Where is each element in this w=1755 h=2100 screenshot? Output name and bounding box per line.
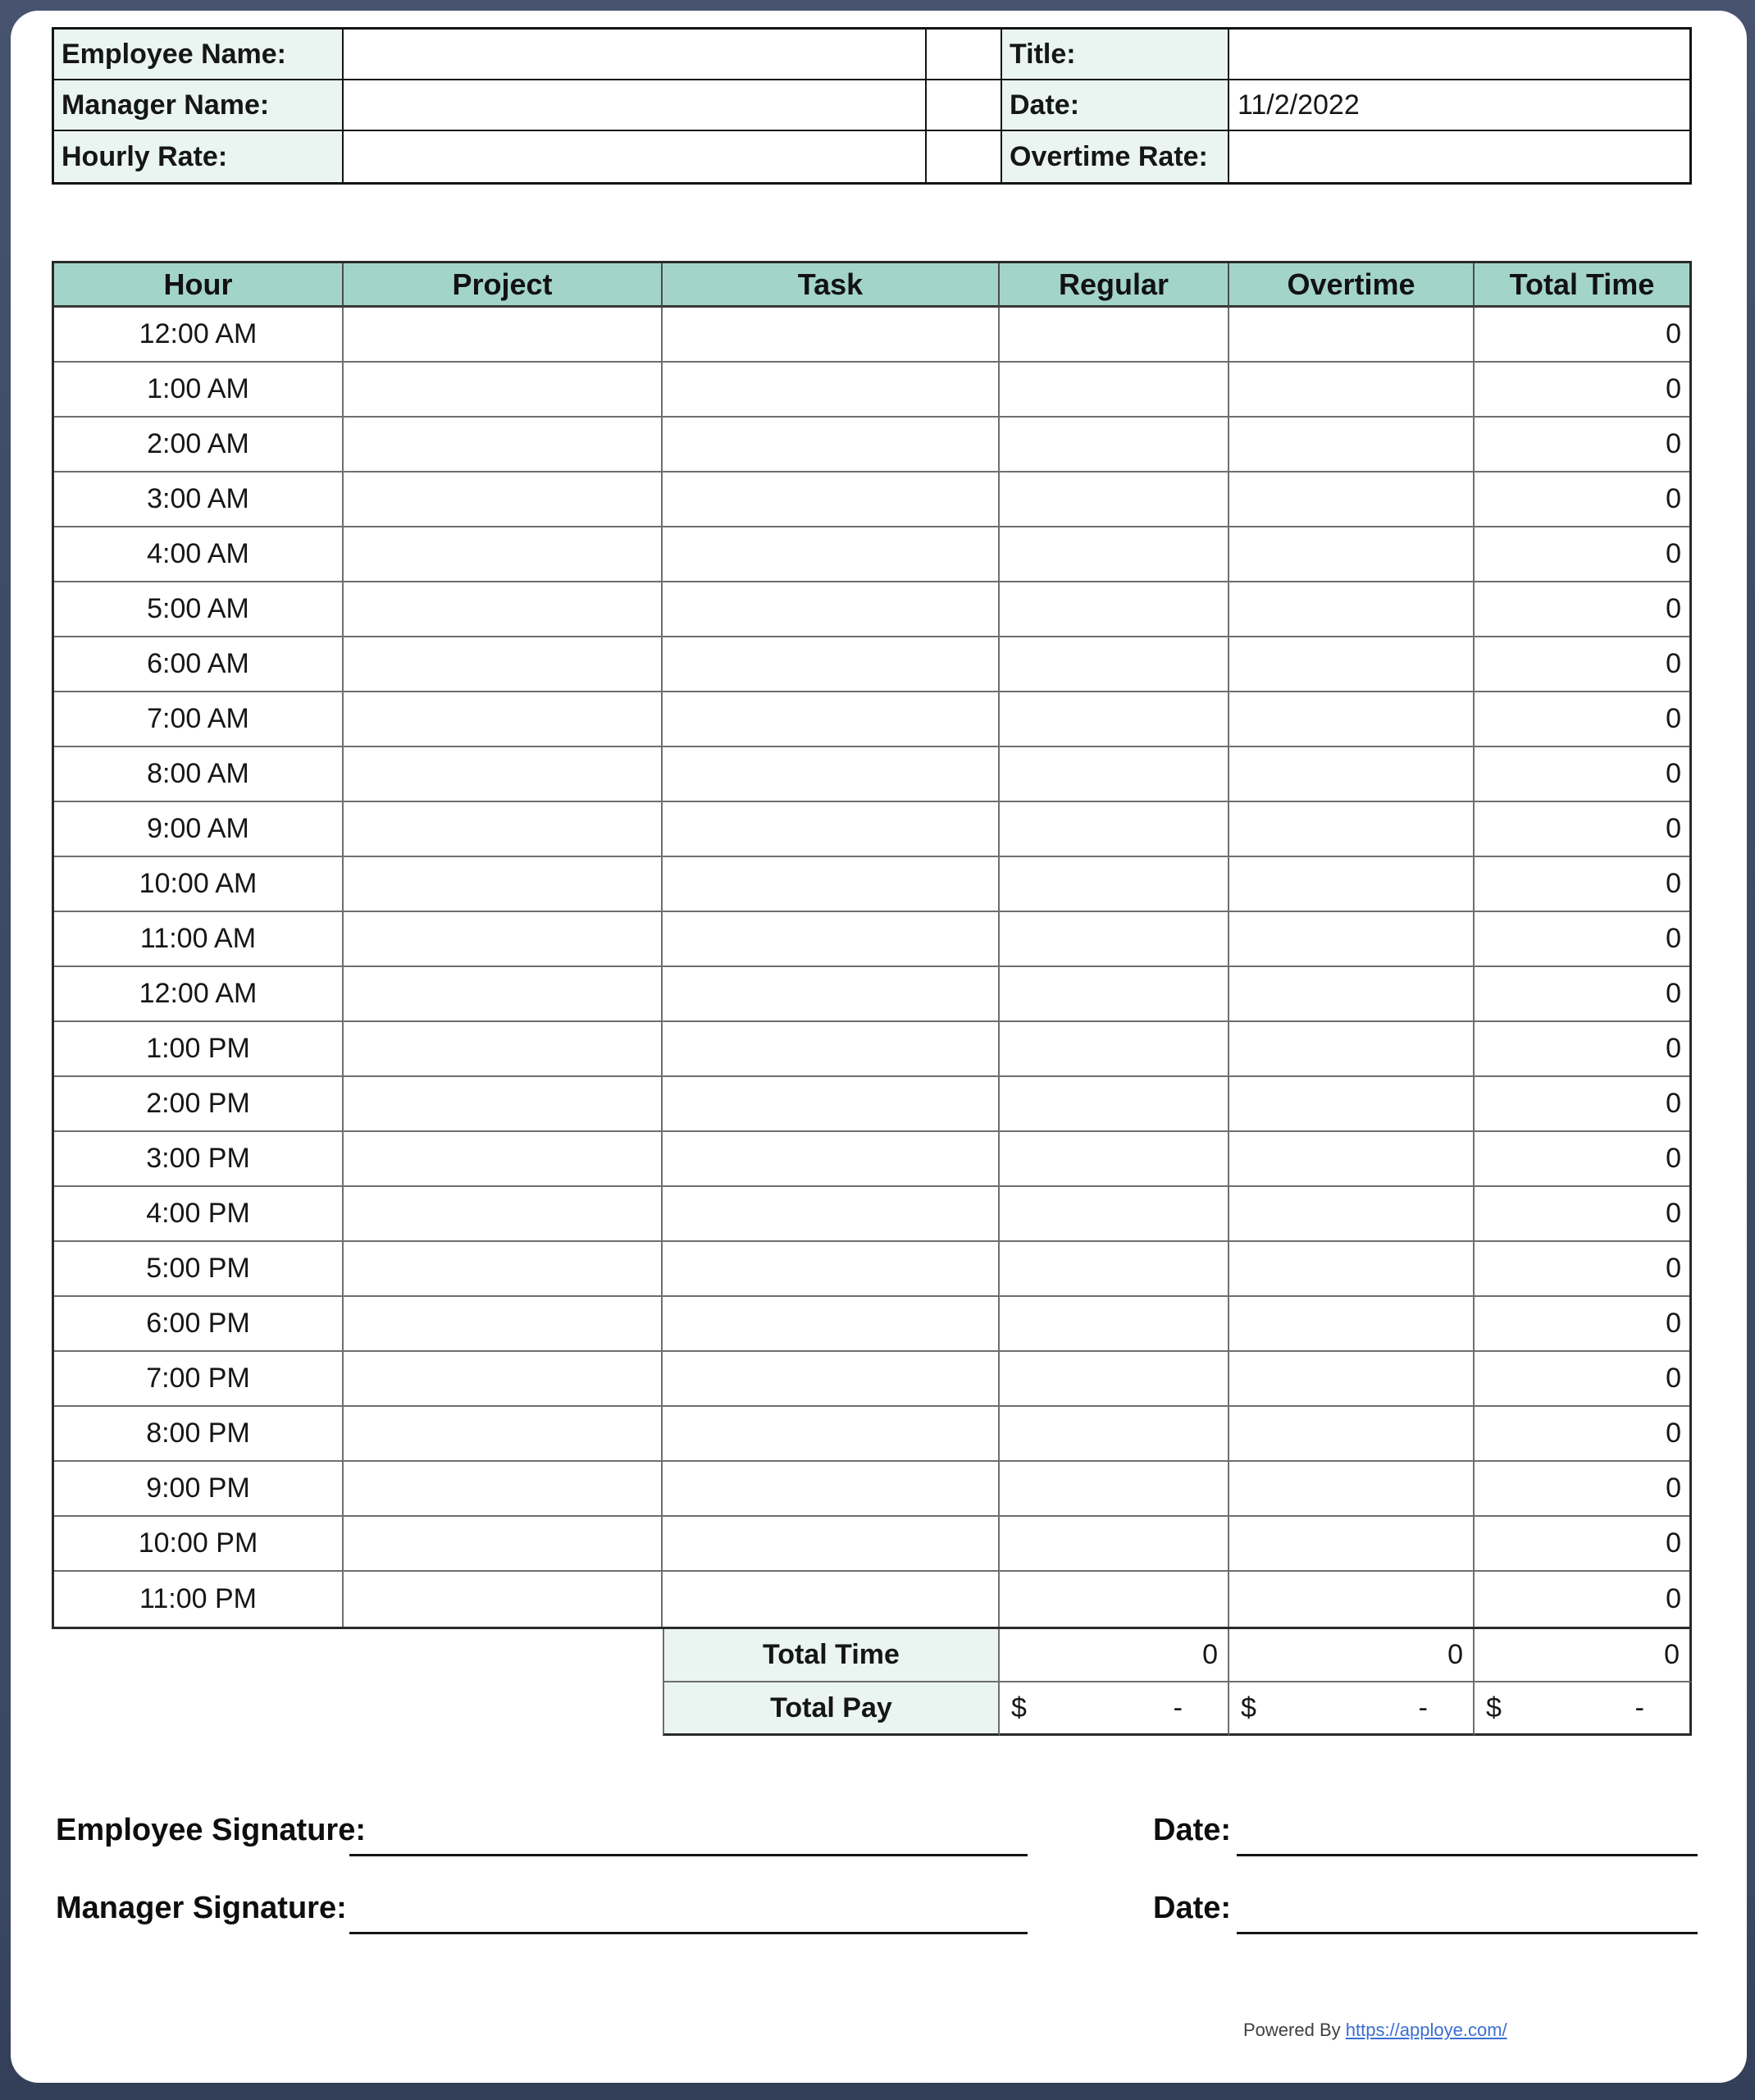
- timesheet-row: [54, 1572, 1689, 1627]
- project-cell[interactable]: [344, 857, 663, 912]
- hourly-rate-field[interactable]: [344, 131, 927, 182]
- regular-cell[interactable]: [1000, 1297, 1229, 1352]
- regular-cell[interactable]: [1000, 582, 1229, 637]
- task-cell[interactable]: [663, 1297, 1000, 1352]
- task-cell[interactable]: [663, 1022, 1000, 1077]
- task-cell[interactable]: [663, 1132, 1000, 1187]
- hourly-rate-label: Hourly Rate:: [54, 131, 344, 182]
- hour-cell: 3:00 PM: [54, 1132, 344, 1187]
- overtime-cell[interactable]: [1229, 582, 1475, 637]
- timesheet-row: [54, 912, 1689, 967]
- task-cell[interactable]: [663, 1352, 1000, 1407]
- total-time-overtime-value: 0: [1229, 1629, 1475, 1682]
- manager-date-label: Date:: [1153, 1891, 1232, 1925]
- timesheet-row: [54, 582, 1689, 637]
- total-pay-overtime-value: [1229, 1682, 1475, 1736]
- project-cell[interactable]: [344, 1297, 663, 1352]
- task-cell[interactable]: [663, 472, 1000, 527]
- timesheet-row: [54, 1077, 1689, 1132]
- date-field[interactable]: 11/2/2022: [1229, 80, 1689, 131]
- timesheet-row: [54, 1517, 1689, 1572]
- overtime-cell[interactable]: [1229, 1297, 1475, 1352]
- overtime-column-header: Overtime: [1229, 263, 1475, 308]
- total-time-cell: 0: [1475, 912, 1689, 967]
- task-cell[interactable]: [663, 527, 1000, 582]
- project-cell[interactable]: [344, 1022, 663, 1077]
- total-pay-total-value: [1475, 1682, 1692, 1736]
- hour-cell: 3:00 AM: [54, 472, 344, 527]
- project-cell[interactable]: [344, 1462, 663, 1517]
- hour-cell: 12:00 AM: [54, 308, 344, 363]
- overtime-cell[interactable]: [1229, 1242, 1475, 1297]
- task-cell[interactable]: [663, 418, 1000, 472]
- task-column-header: Task: [663, 263, 1000, 308]
- timesheet-header-row: [54, 263, 1689, 308]
- employee-name-field[interactable]: [344, 30, 927, 80]
- footer: [1243, 2020, 1507, 2041]
- overtime-cell[interactable]: [1229, 1077, 1475, 1132]
- timesheet-row: [54, 1022, 1689, 1077]
- timesheet-row: [54, 692, 1689, 747]
- total-time-cell: 0: [1475, 527, 1689, 582]
- overtime-cell[interactable]: [1229, 1132, 1475, 1187]
- overtime-cell[interactable]: [1229, 1572, 1475, 1627]
- regular-cell[interactable]: [1000, 1187, 1229, 1242]
- total-time-cell: 0: [1475, 308, 1689, 363]
- timesheet-row: [54, 1132, 1689, 1187]
- timesheet-row: [54, 857, 1689, 912]
- total-time-cell: 0: [1475, 1077, 1689, 1132]
- hour-cell: 10:00 AM: [54, 857, 344, 912]
- task-cell[interactable]: [663, 1407, 1000, 1462]
- task-cell[interactable]: [663, 967, 1000, 1022]
- currency-symbol: $: [1011, 1691, 1027, 1723]
- employee-date-line[interactable]: [1237, 1828, 1698, 1856]
- hour-cell: 9:00 AM: [54, 802, 344, 857]
- task-cell[interactable]: [663, 1077, 1000, 1132]
- overtime-cell[interactable]: [1229, 1187, 1475, 1242]
- overtime-cell[interactable]: [1229, 637, 1475, 692]
- timesheet-row: [54, 363, 1689, 418]
- totals-section: [52, 1629, 1692, 1736]
- regular-cell[interactable]: [1000, 912, 1229, 967]
- project-cell[interactable]: [344, 582, 663, 637]
- timesheet-row: [54, 1462, 1689, 1517]
- regular-cell[interactable]: [1000, 1077, 1229, 1132]
- total-time-cell: 0: [1666, 1583, 1681, 1614]
- project-cell[interactable]: [344, 418, 663, 472]
- regular-cell[interactable]: [1000, 802, 1229, 857]
- overtime-cell[interactable]: [1229, 747, 1475, 802]
- timesheet-row: [54, 527, 1689, 582]
- total-time-cell: 0: [1475, 802, 1689, 857]
- total-time-cell: 0: [1475, 637, 1689, 692]
- regular-cell[interactable]: [1000, 1462, 1229, 1517]
- info-gap-cell: [927, 131, 1002, 182]
- manager-name-field[interactable]: [344, 80, 927, 131]
- timesheet-row: [54, 802, 1689, 857]
- overtime-cell[interactable]: [1229, 802, 1475, 857]
- total-time-cell: 0: [1475, 1517, 1689, 1572]
- regular-cell[interactable]: [1000, 418, 1229, 472]
- task-cell[interactable]: [663, 692, 1000, 747]
- total-time-row-label: Total Time: [663, 1629, 1000, 1682]
- total-time-cell: 0: [1475, 363, 1689, 418]
- regular-cell[interactable]: [1000, 1022, 1229, 1077]
- regular-cell[interactable]: [1000, 1407, 1229, 1462]
- totals-spacer: [52, 1682, 663, 1736]
- project-cell[interactable]: [344, 1352, 663, 1407]
- title-label: Title:: [1002, 30, 1229, 80]
- hour-cell: 4:00 AM: [54, 527, 344, 582]
- total-time-row: [52, 1629, 1692, 1682]
- total-time-cell: 0: [1475, 418, 1689, 472]
- total-time-cell: 0: [1475, 1132, 1689, 1187]
- project-cell[interactable]: [344, 1077, 663, 1132]
- total-time-cell: 0: [1475, 857, 1689, 912]
- employee-date-label: Date:: [1153, 1813, 1232, 1847]
- info-gap-cell: [927, 30, 1002, 80]
- regular-cell[interactable]: [1000, 857, 1229, 912]
- hour-cell: 6:00 AM: [54, 637, 344, 692]
- info-gap-cell: [927, 80, 1002, 131]
- overtime-cell[interactable]: [1229, 308, 1475, 363]
- project-cell[interactable]: [344, 1132, 663, 1187]
- total-pay-row-label: Total Pay: [663, 1682, 1000, 1736]
- regular-cell[interactable]: [1000, 527, 1229, 582]
- total-time-cell: 0: [1475, 1242, 1689, 1297]
- project-cell[interactable]: [344, 1517, 663, 1572]
- regular-cell[interactable]: [1000, 363, 1229, 418]
- task-cell[interactable]: [663, 637, 1000, 692]
- project-cell[interactable]: [344, 1407, 663, 1462]
- hourly-timesheet-table: [52, 261, 1692, 1629]
- task-cell[interactable]: [663, 1242, 1000, 1297]
- hour-cell: 5:00 PM: [54, 1242, 344, 1297]
- total-time-cell: 0: [1475, 747, 1689, 802]
- timesheet-row: [54, 1187, 1689, 1242]
- hour-cell: 7:00 AM: [54, 692, 344, 747]
- hour-cell: 1:00 AM: [54, 363, 344, 418]
- project-cell[interactable]: [344, 692, 663, 747]
- overtime-cell[interactable]: [1229, 472, 1475, 527]
- apploye-link[interactable]: https://apploye.com/: [1345, 2020, 1507, 2040]
- hour-cell: 1:00 PM: [54, 1022, 344, 1077]
- hour-cell: 6:00 PM: [54, 1297, 344, 1352]
- project-cell[interactable]: [344, 472, 663, 527]
- project-cell[interactable]: [344, 967, 663, 1022]
- timesheet-row: [54, 967, 1689, 1022]
- overtime-cell[interactable]: [1229, 363, 1475, 418]
- timesheet-row: [54, 1352, 1689, 1407]
- task-cell[interactable]: [663, 857, 1000, 912]
- manager-date-line[interactable]: [1237, 1906, 1698, 1934]
- overtime-cell[interactable]: [1229, 1407, 1475, 1462]
- hour-cell: 4:00 PM: [54, 1187, 344, 1242]
- overtime-cell[interactable]: [1229, 1462, 1475, 1517]
- regular-cell[interactable]: [1000, 1132, 1229, 1187]
- task-cell[interactable]: [663, 1572, 1000, 1627]
- regular-cell[interactable]: [1000, 967, 1229, 1022]
- task-cell[interactable]: [663, 747, 1000, 802]
- hour-cell: 7:00 PM: [54, 1352, 344, 1407]
- total-time-cell: 0: [1475, 1187, 1689, 1242]
- overtime-cell[interactable]: [1229, 1022, 1475, 1077]
- hour-cell: 8:00 PM: [54, 1407, 344, 1462]
- hour-cell: 11:00 PM: [54, 1572, 344, 1627]
- regular-cell[interactable]: [1000, 692, 1229, 747]
- task-cell[interactable]: [663, 1517, 1000, 1572]
- task-cell[interactable]: [663, 1462, 1000, 1517]
- regular-cell[interactable]: [1000, 1517, 1229, 1572]
- total-time-cell: 0: [1475, 692, 1689, 747]
- task-cell[interactable]: [663, 912, 1000, 967]
- timesheet-document: [11, 11, 1747, 2083]
- regular-cell[interactable]: [1000, 1572, 1229, 1627]
- overtime-cell[interactable]: [1229, 418, 1475, 472]
- project-cell[interactable]: [344, 1187, 663, 1242]
- overtime-cell[interactable]: [1229, 1517, 1475, 1572]
- employee-signature-line[interactable]: [349, 1828, 1028, 1856]
- regular-cell[interactable]: [1000, 637, 1229, 692]
- overtime-cell[interactable]: [1229, 1352, 1475, 1407]
- regular-cell[interactable]: [1000, 1242, 1229, 1297]
- powered-by-text: Powered By: [1243, 2020, 1341, 2040]
- hour-cell: 5:00 AM: [54, 582, 344, 637]
- project-cell[interactable]: [344, 1572, 663, 1627]
- timesheet-body: [54, 308, 1689, 1627]
- project-cell[interactable]: [344, 1242, 663, 1297]
- pay-amount: -: [1418, 1691, 1428, 1723]
- total-time-cell: 0: [1475, 1352, 1689, 1407]
- regular-cell[interactable]: [1000, 747, 1229, 802]
- total-time-cell: 0: [1475, 967, 1689, 1022]
- timesheet-row: [54, 747, 1689, 802]
- currency-symbol: $: [1241, 1691, 1256, 1723]
- total-time-regular-value: 0: [1000, 1629, 1229, 1682]
- total-time-cell: 0: [1475, 1407, 1689, 1462]
- timesheet-row: [54, 308, 1689, 363]
- project-cell[interactable]: [344, 308, 663, 363]
- overtime-rate-label: Overtime Rate:: [1002, 131, 1229, 182]
- task-cell[interactable]: [663, 802, 1000, 857]
- date-label: Date:: [1002, 80, 1229, 131]
- title-field[interactable]: [1229, 30, 1689, 80]
- hour-cell: 10:00 PM: [54, 1517, 344, 1572]
- project-cell[interactable]: [344, 363, 663, 418]
- timesheet-row: [54, 1407, 1689, 1462]
- project-cell[interactable]: [344, 527, 663, 582]
- hour-cell: 12:00 AM: [54, 967, 344, 1022]
- overtime-cell[interactable]: [1229, 527, 1475, 582]
- pay-amount: -: [1173, 1691, 1183, 1723]
- timesheet-row: [54, 1297, 1689, 1352]
- overtime-cell[interactable]: [1229, 912, 1475, 967]
- hour-cell: 9:00 PM: [54, 1462, 344, 1517]
- regular-cell[interactable]: [1000, 308, 1229, 363]
- project-column-header: Project: [344, 263, 663, 308]
- regular-cell[interactable]: [1000, 1352, 1229, 1407]
- hour-cell: 2:00 AM: [54, 418, 344, 472]
- manager-name-label: Manager Name:: [54, 80, 344, 131]
- regular-column-header: Regular: [1000, 263, 1229, 308]
- total-time-cell: 0: [1475, 472, 1689, 527]
- overtime-rate-field[interactable]: [1229, 131, 1689, 182]
- total-time-total-value: 0: [1475, 1629, 1692, 1682]
- employee-info-table: [52, 27, 1692, 185]
- manager-signature-label: Manager Signature:: [56, 1891, 347, 1925]
- manager-signature-line[interactable]: [349, 1906, 1028, 1934]
- project-cell[interactable]: [344, 637, 663, 692]
- hour-column-header: Hour: [54, 263, 344, 308]
- currency-symbol: $: [1486, 1691, 1502, 1723]
- timesheet-row: [54, 1242, 1689, 1297]
- overtime-cell[interactable]: [1229, 692, 1475, 747]
- total-time-cell: 0: [1475, 1297, 1689, 1352]
- task-cell[interactable]: [663, 308, 1000, 363]
- project-cell[interactable]: [344, 747, 663, 802]
- task-cell[interactable]: [663, 363, 1000, 418]
- timesheet-row: [54, 418, 1689, 472]
- total-time-cell: 0: [1475, 1022, 1689, 1077]
- total-time-cell: 0: [1475, 1462, 1689, 1517]
- employee-signature-label: Employee Signature:: [56, 1813, 366, 1847]
- regular-cell[interactable]: [1000, 472, 1229, 527]
- total-pay-row: [52, 1682, 1692, 1736]
- total-time-column-header: Total Time: [1475, 263, 1689, 308]
- total-time-cell: 0: [1475, 582, 1689, 637]
- overtime-cell[interactable]: [1229, 967, 1475, 1022]
- total-pay-regular-value: [1000, 1682, 1229, 1736]
- timesheet-row: [54, 472, 1689, 527]
- project-cell[interactable]: [344, 912, 663, 967]
- totals-spacer: [52, 1629, 663, 1682]
- timesheet-row: [54, 637, 1689, 692]
- employee-name-label: Employee Name:: [54, 30, 344, 80]
- hour-cell: 8:00 AM: [54, 747, 344, 802]
- hour-cell: 2:00 PM: [54, 1077, 344, 1132]
- pay-amount: -: [1634, 1691, 1644, 1723]
- hour-cell: 11:00 AM: [54, 912, 344, 967]
- task-cell[interactable]: [663, 1187, 1000, 1242]
- project-cell[interactable]: [344, 802, 663, 857]
- task-cell[interactable]: [663, 582, 1000, 637]
- overtime-cell[interactable]: [1229, 857, 1475, 912]
